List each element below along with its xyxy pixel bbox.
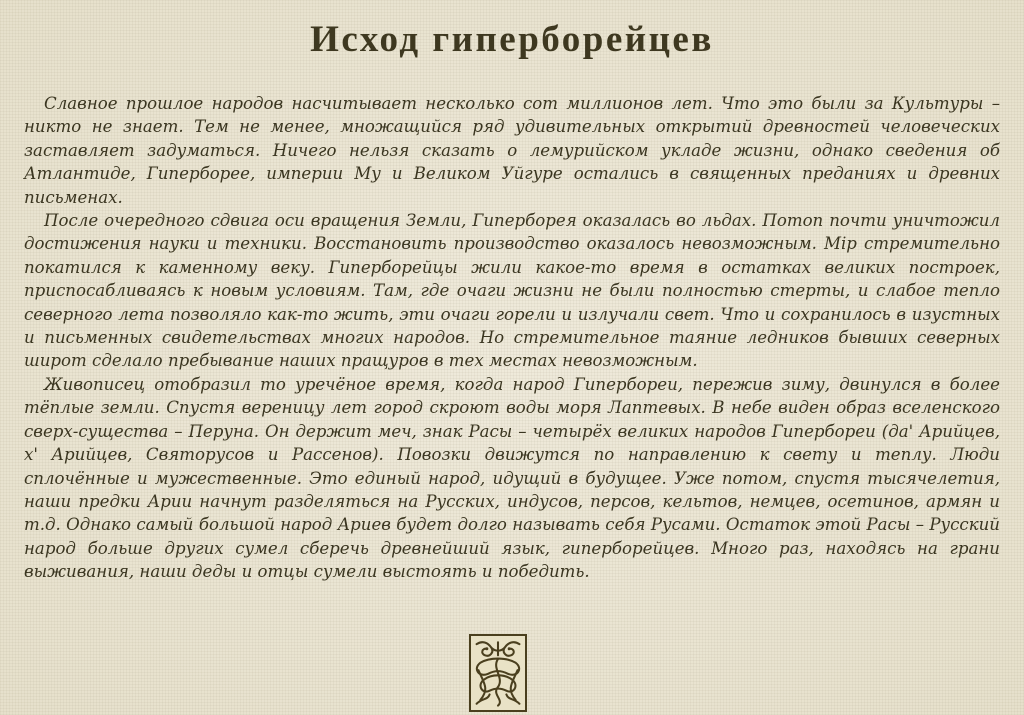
page-title: Исход гиперборейцев [310, 19, 714, 60]
paragraph-1: Славное прошлое народов насчитывает несколько сот миллионов лет. Что это были за Культуры – никто не знает. Тем не менее, множащийся ряд удивительных открытий древностей человеческих заставляет задуматься. Ничего нельзя сказать о лемурийском укладе жизни, однако сведения об Атлантиде, Гиперборее, империи Му и Великом Уйгуре остались в священных преданиях и древних письменах. [24, 94, 1000, 207]
article-body [24, 92, 1000, 584]
paragraph-2: После очередного сдвига оси вращения Земли, Гиперборея оказалась во льдах. Потоп почти уничтожил достижения науки и техники. Восстановить производство оказалось невозможным. Мiр стремительно покатился к каменному веку. Гиперборейцы жили какое-то время в остатках великих построек, приспосабливаясь к новым условиям. Там, где очаги жизни не были полностью стерты, и слабое тепло северного лета позволяло как-то жить, эти очаги горели и излучали свет. Что и сохранилось в изустных и письменных свидетельствах многих народов. Но стремительное таяние ледников бывших северных широт сделало пребывание наших пращуров в тех местах невозможным. [24, 211, 1000, 371]
celtic-knot-ornament-icon [469, 634, 527, 712]
paragraph-3: Живописец отобразил то уречёное время, когда народ Гипербореи, пережив зиму, двинулся в более тёплые земли. Спустя вереницу лет город скроют воды моря Лаптевых. В небе виден образ вселенского сверх-существа – Перуна. Он держит меч, знак Расы – четырёх великих народов Гипербореи (да' Арийцев, х' Арийцев, Святорусов и Рассенов). Повозки движутся по направлению к свету и теплу. Люди сплочённые и мужественные. Это единый народ, идущий в будущее. Уже потом, спустя тысячелетия, наши предки Арии начнут разделяться на Русских, индусов, персов, кельтов, немцев, осетинов, армян и т.д. Однако самый большой народ Ариев будет долго называть себя Русами. Остаток этой Расы – Русский народ больше других сумел сберечь древнейший язык, гиперборейцев. Много раз, находясь на грани выживания, наши деды и отцы сумели выстоять и победить. [24, 374, 1000, 582]
